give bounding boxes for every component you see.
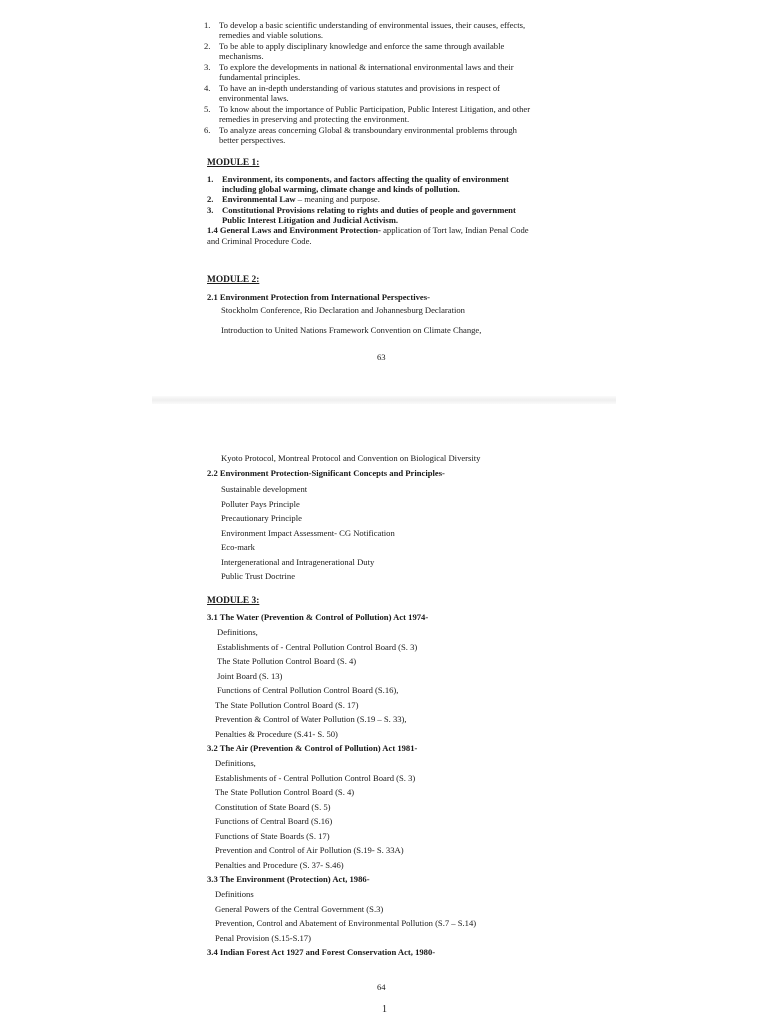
page-number-64: 64 [377,982,386,992]
s31-item: The State Pollution Control Board (S. 17) [215,699,359,710]
s22-item: Precautionary Principle [221,513,302,523]
objective-3-text-cont: fundamental principles. [219,72,301,82]
section-2-1-line-2: Introduction to United Nations Framework Convention on Climate Change, [221,325,482,335]
module-1-item-3-text: Constitutional Provisions relating to rights and duties of people and government [222,205,516,215]
objective-2-number: 2. [204,41,211,51]
module-1-item-2-title: Environmental Law [222,194,296,204]
s32-item: Functions of State Boards (S. 17) [215,830,330,841]
objective-4-text-cont: environmental laws. [219,93,289,103]
module-3-heading: MODULE 3: [207,596,260,606]
s22-item: Sustainable development [221,484,308,494]
objective-1-number: 1. [204,20,211,30]
s22-item: Intergenerational and Intragenerational Duty [221,556,375,567]
s22-item: Polluter Pays Principle [221,498,300,509]
s33-item: General Powers of the Central Government (S.3) [215,903,384,914]
page-number-63: 63 [377,352,386,362]
section-2-1-title: 2.1 Environment Protection from International Perspectives- [207,292,430,302]
section-2-1-line-1: Stockholm Conference, Rio Declaration and Johannesburg Declaration [221,305,465,315]
s31-item: Prevention & Control of Water Pollution (S.19 – S. 33), [215,714,407,724]
module-1-item-3-number: 3. [207,205,214,215]
bottom-page-mark: 1 [382,1004,387,1015]
section-2-2-title: 2.2 Environment Protection-Significant Concepts and Principles- [207,468,445,478]
objective-5-text: To know about the importance of Public Participation, Public Interest Litigation, and other [219,104,531,114]
s31-item: The State Pollution Control Board (S. 4) [217,656,357,666]
objective-5-number: 5. [204,104,211,114]
objective-4-text: To have an in-depth understanding of various statutes and provisions in respect of [219,83,501,93]
section-3-4-title: 3.4 Indian Forest Act 1927 and Forest Conservation Act, 1980- [207,947,436,957]
s32-item: The State Pollution Control Board (S. 4) [215,787,355,797]
page-separator [152,396,616,404]
module-1-item-1-text-cont: including global warming, climate change and kinds of pollution. [222,184,460,194]
objective-4-number: 4. [204,83,211,93]
page-64 [0,418,768,1024]
objective-5-text-cont: remedies in preserving and protecting the environment. [219,114,410,124]
module-1-item-3-text-cont: Public Interest Litigation and Judicial Activism. [222,215,399,225]
objective-1-text: To develop a basic scientific understanding of environmental issues, their causes, effects, [219,20,526,30]
module-1-item-2-desc: – meaning and purpose. [295,194,380,204]
objective-2-text: To be able to apply disciplinary knowledge and enforce the same through available [219,41,505,51]
s32-item: Functions of Central Board (S.16) [215,816,333,826]
s32-item: Definitions, [215,758,256,768]
module-1-item-1-number: 1. [207,174,214,184]
s31-item: Functions of Central Pollution Control Board (S.16), [217,685,399,695]
module-1-heading: MODULE 1: [207,158,260,168]
page-63 [0,0,768,388]
objective-6-number: 6. [204,125,211,135]
section-3-2-title: 3.2 The Air (Prevention & Control of Pollution) Act 1981- [207,743,418,753]
s32-item: Constitution of State Board (S. 5) [215,801,331,812]
s31-item: Penalties & Procedure (S.41- S. 50) [215,728,338,739]
module-1-item-4 [207,225,529,235]
objective-2-text-cont: mechanisms. [219,51,264,61]
objective-3-text: To explore the developments in national & international environmental laws and their [219,62,514,72]
s22-item: Public Trust Doctrine [221,571,296,581]
s31-item: Definitions, [217,627,258,637]
section-3-3-title: 3.3 The Environment (Protection) Act, 1986- [207,874,370,884]
s32-item: Penalties and Procedure (S. 37- S.46) [215,859,344,870]
module-1-item-4-title: 1.4 General Laws and Environment Protection- [207,225,381,235]
s31-item: Establishments of - Central Pollution Control Board (S. 3) [217,641,418,652]
module-1-item-1-text: Environment, its components, and factors affecting the quality of environment [222,174,509,184]
objective-3-number: 3. [204,62,211,72]
s33-item: Prevention, Control and Abatement of Environmental Pollution (S.7 – S.14) [215,918,477,928]
module-1-item-2-number: 2. [207,194,214,204]
objective-1-text-cont: remedies and viable solutions. [219,30,324,40]
section-3-1-title: 3.1 The Water (Prevention & Control of Pollution) Act 1974- [207,612,429,622]
s32-item: Establishments of - Central Pollution Control Board (S. 3) [215,772,416,783]
module-1-item-2 [222,194,380,204]
s33-item: Definitions [215,889,254,899]
s22-item: Eco-mark [221,542,255,552]
s22-item: Environment Impact Assessment- CG Notification [221,527,395,538]
s33-item: Penal Provision (S.15-S.17) [215,932,311,943]
objective-6-text-cont: better perspectives. [219,135,286,145]
s32-item: Prevention and Control of Air Pollution (S.19- S. 33A) [215,845,404,855]
s31-item: Joint Board (S. 13) [217,670,283,681]
module-1-item-4-desc: application of Tort law, Indian Penal Code [380,225,529,235]
kyoto-line: Kyoto Protocol, Montreal Protocol and Convention on Biological Diversity [221,453,481,463]
module-1-item-4-text-cont: and Criminal Procedure Code. [207,236,312,246]
module-2-heading: MODULE 2: [207,275,260,285]
objective-6-text: To analyze areas concerning Global & transboundary environmental problems through [219,125,517,135]
